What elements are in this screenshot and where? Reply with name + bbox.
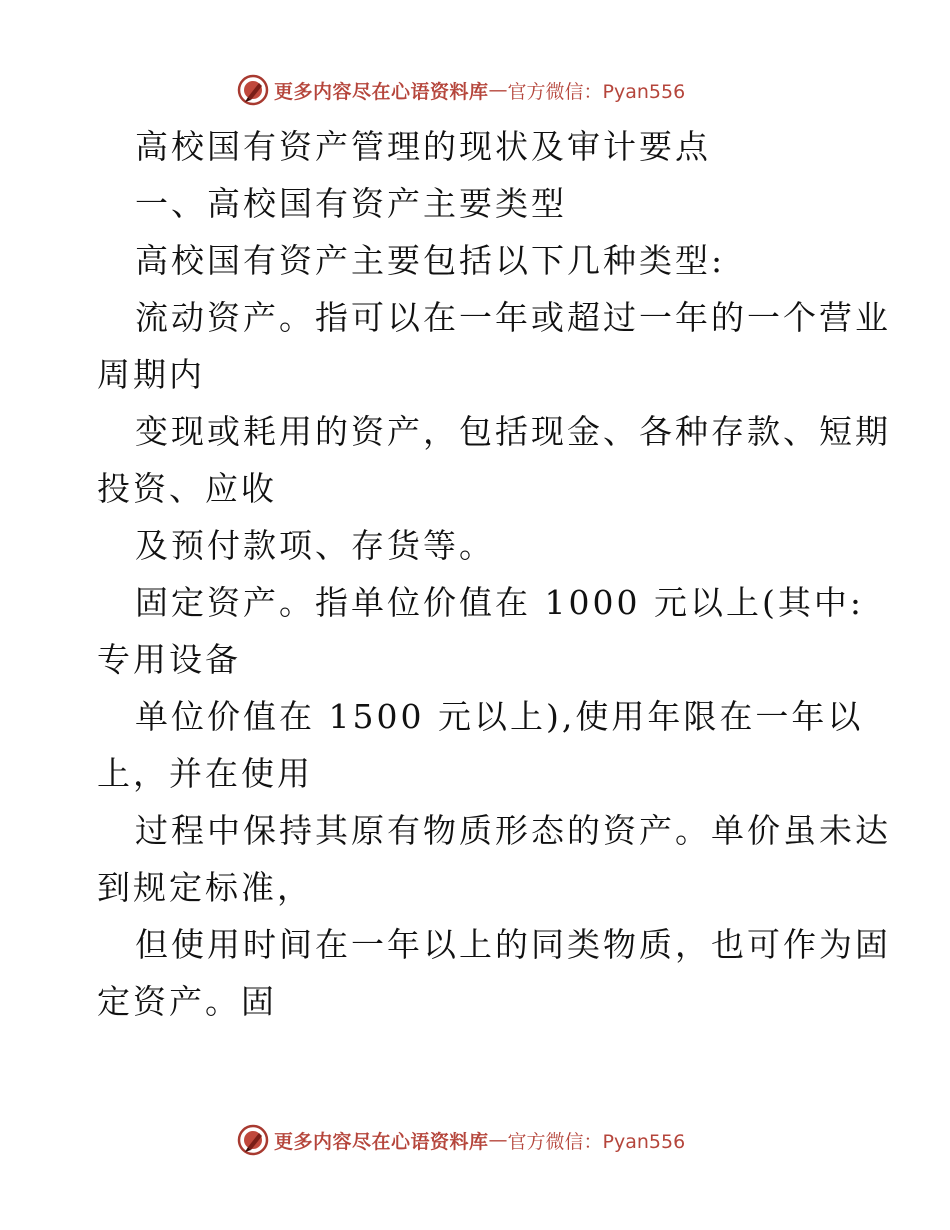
paragraph-line: 到规定标准， — [97, 868, 313, 907]
paragraph-line: 投资、应收 — [97, 469, 277, 508]
paragraph-line: 上，并在使用 — [97, 754, 313, 793]
paragraph-line: 流动资产。指可以在一年或超过一年的一个营业 — [135, 298, 891, 337]
paragraph-line: 高校国有资产主要包括以下几种类型: — [135, 241, 726, 280]
watermark-banner-bottom — [236, 1122, 685, 1158]
watermark-wechat: 官方微信：Pyan556 — [507, 80, 686, 103]
watermark-banner-top — [236, 72, 685, 108]
paragraph-line: 但使用时间在一年以上的同类物质，也可作为固 — [135, 925, 891, 964]
paragraph-line: 变现或耗用的资产，包括现金、各种存款、短期 — [135, 412, 891, 451]
paragraph-line: 过程中保持其原有物质形态的资产。单价虽未达 — [135, 811, 891, 850]
watermark-text: 更多内容尽在心语资料库 — [274, 1130, 489, 1153]
section-heading: 一、高校国有资产主要类型 — [135, 184, 567, 223]
document-title: 高校国有资产管理的现状及审计要点 — [135, 127, 711, 166]
paragraph-line: 定资产。固 — [97, 982, 277, 1021]
paragraph-line: 专用设备 — [97, 640, 241, 679]
paragraph-line: 单位价值在 1500 元以上),使用年限在一年以 — [135, 697, 864, 736]
watermark-text: 更多内容尽在心语资料库 — [274, 80, 489, 103]
pen-logo-icon — [236, 1123, 270, 1157]
pen-logo-icon — [236, 73, 270, 107]
watermark-wechat: 官方微信：Pyan556 — [507, 1130, 686, 1153]
paragraph-line: 周期内 — [97, 355, 205, 394]
document-body — [97, 118, 891, 1030]
watermark-separator: — — [488, 1129, 508, 1151]
watermark-separator: — — [488, 79, 508, 101]
paragraph-line: 固定资产。指单位价值在 1000 元以上(其中: — [135, 583, 864, 622]
paragraph-line: 及预付款项、存货等。 — [135, 526, 495, 565]
